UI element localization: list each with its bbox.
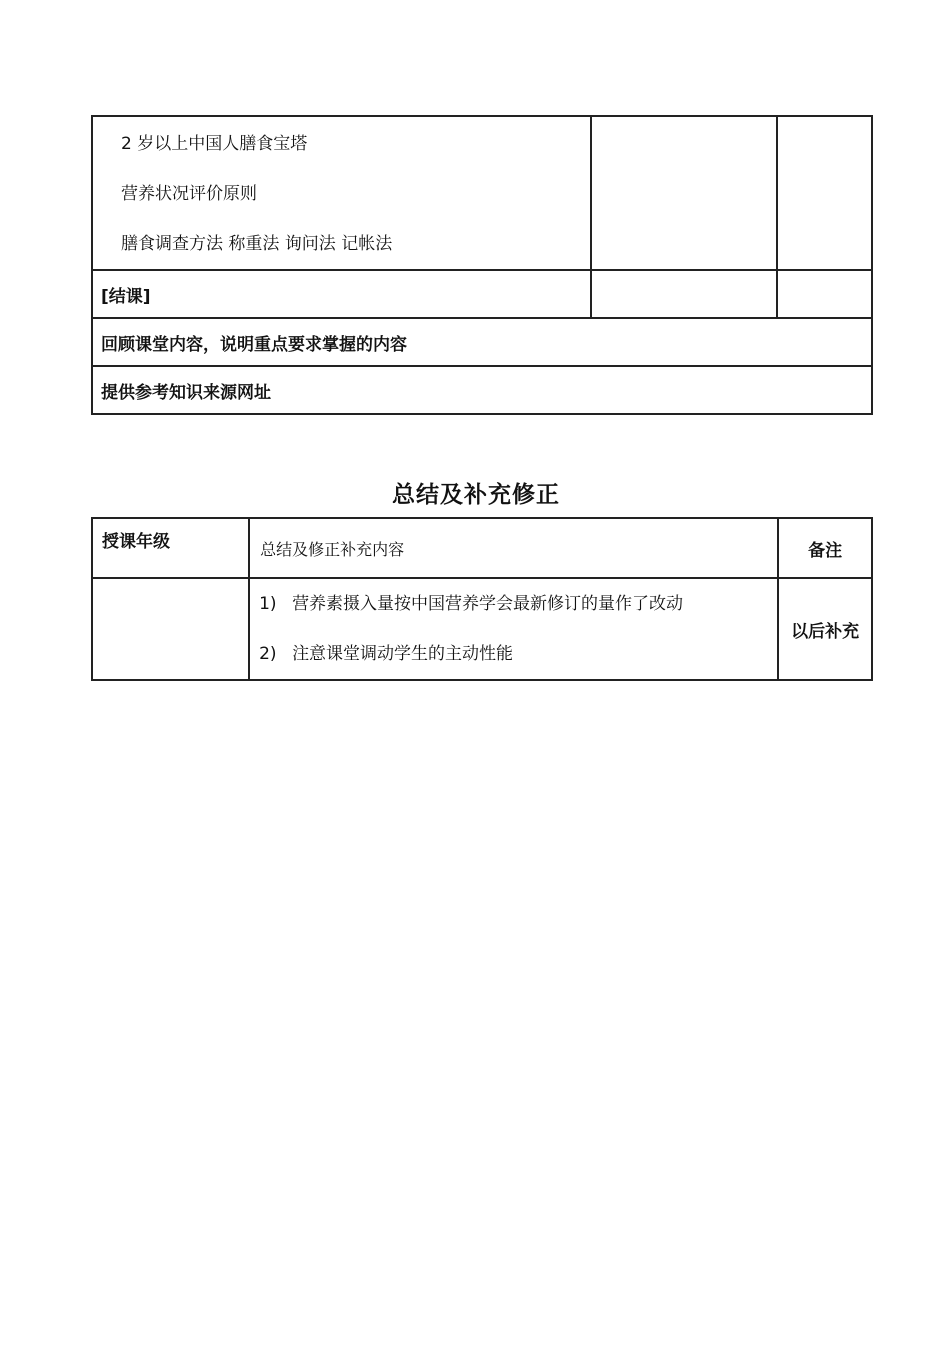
grade-cell [92,578,249,680]
note-header: 备注 [778,518,872,578]
note-value: 以后补充 [778,578,872,680]
content-line: 2 岁以上中国人膳食宝塔 [121,134,308,154]
summary-items-cell [249,578,778,680]
conclusion-label: [结课] [92,270,591,318]
content-line: 营养状况评价原则 [121,184,257,204]
item-number: 2) [259,644,277,664]
list-item [250,629,777,679]
empty-cell [591,116,777,270]
summary-title: 总结及补充修正 [392,482,560,508]
lesson-table [91,115,873,415]
content-header: 总结及修正补充内容 [249,518,778,578]
empty-cell [777,116,873,270]
item-text: 营养素摄入量按中国营养学会最新修订的量作了改动 [292,594,684,614]
lesson-content-cell [92,116,591,270]
item-number: 1) [259,594,277,614]
summary-table [91,517,873,681]
reference-text: 提供参考知识来源网址 [92,366,872,414]
content-line: 膳食调查方法 称重法 询问法 记帐法 [121,234,393,254]
grade-header: 授课年级 [92,518,249,578]
review-text: 回顾课堂内容，说明重点要求掌握的内容 [92,318,872,366]
empty-cell [777,270,873,318]
list-item [250,579,777,629]
empty-cell [591,270,777,318]
item-text: 注意课堂调动学生的主动性能 [292,644,514,664]
